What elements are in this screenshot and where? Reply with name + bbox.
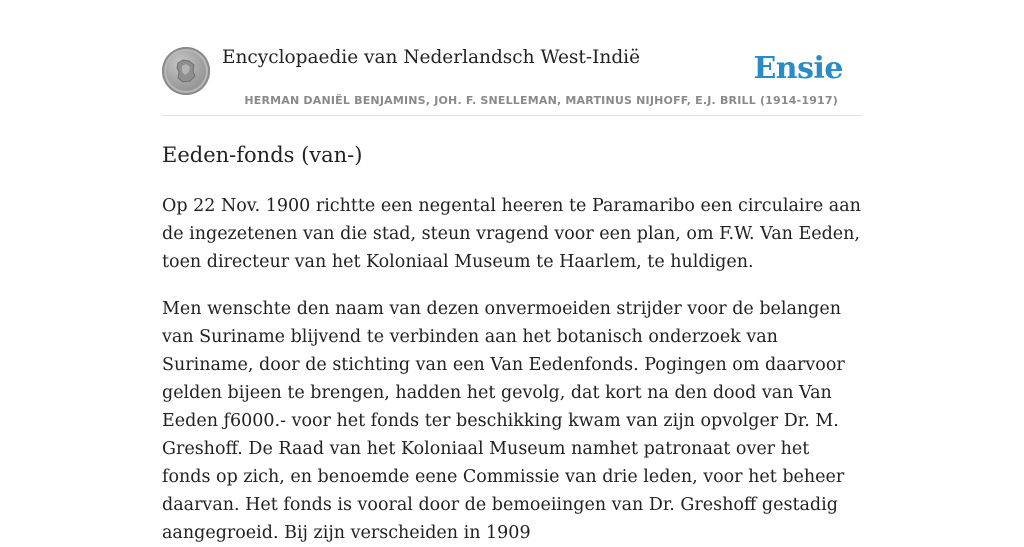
book-title[interactable]: Encyclopaedie van Nederlandsch West-Indië xyxy=(222,47,641,68)
article xyxy=(162,138,862,547)
authors-line: HERMAN DANIËL BENJAMINS, JOH. F. SNELLEMAN, MARTINUS NIJHOFF, E.J. BRILL (1914-1917) xyxy=(244,94,838,107)
seal-coin-icon xyxy=(162,47,210,95)
article-paragraph-1: Op 22 Nov. 1900 richtte een negental heeren te Paramaribo een circulaire aan de ingezetenen van die stad, steun vragend voor een plan, om F.W. Van Eeden, toen directeur van het Koloniaal Museum te Haarlem, te huldigen. xyxy=(162,196,861,272)
site-header xyxy=(162,46,862,116)
article-title: Eeden-fonds (van-) xyxy=(162,143,363,167)
article-paragraph-2: Men wenschte den naam van dezen onvermoeiden strijder voor de belangen van Suriname blijvend te verbinden aan het botanisch onderzoek van Suriname, door de stichting van een Van Eedenfonds. Pogingen om daarvoor gelden bijeen te brengen, hadden het gevolg, dat kort na den dood van Van Eeden ƒ6000.- voor het fonds ter beschikking kwam van zijn opvolger Dr. M. Greshoff. De Raad van het Koloniaal Museum namhet patronaat over het fonds op zich, en benoemde eene Commissie van drie leden, voor het beheer daarvan. Het fonds is vooral door de bemoeiingen van Dr. Greshoff gestadig aangegroeid. Bij zijn verscheiden in 1909 xyxy=(162,299,845,543)
brand-logo[interactable]: Ensie xyxy=(753,51,843,86)
